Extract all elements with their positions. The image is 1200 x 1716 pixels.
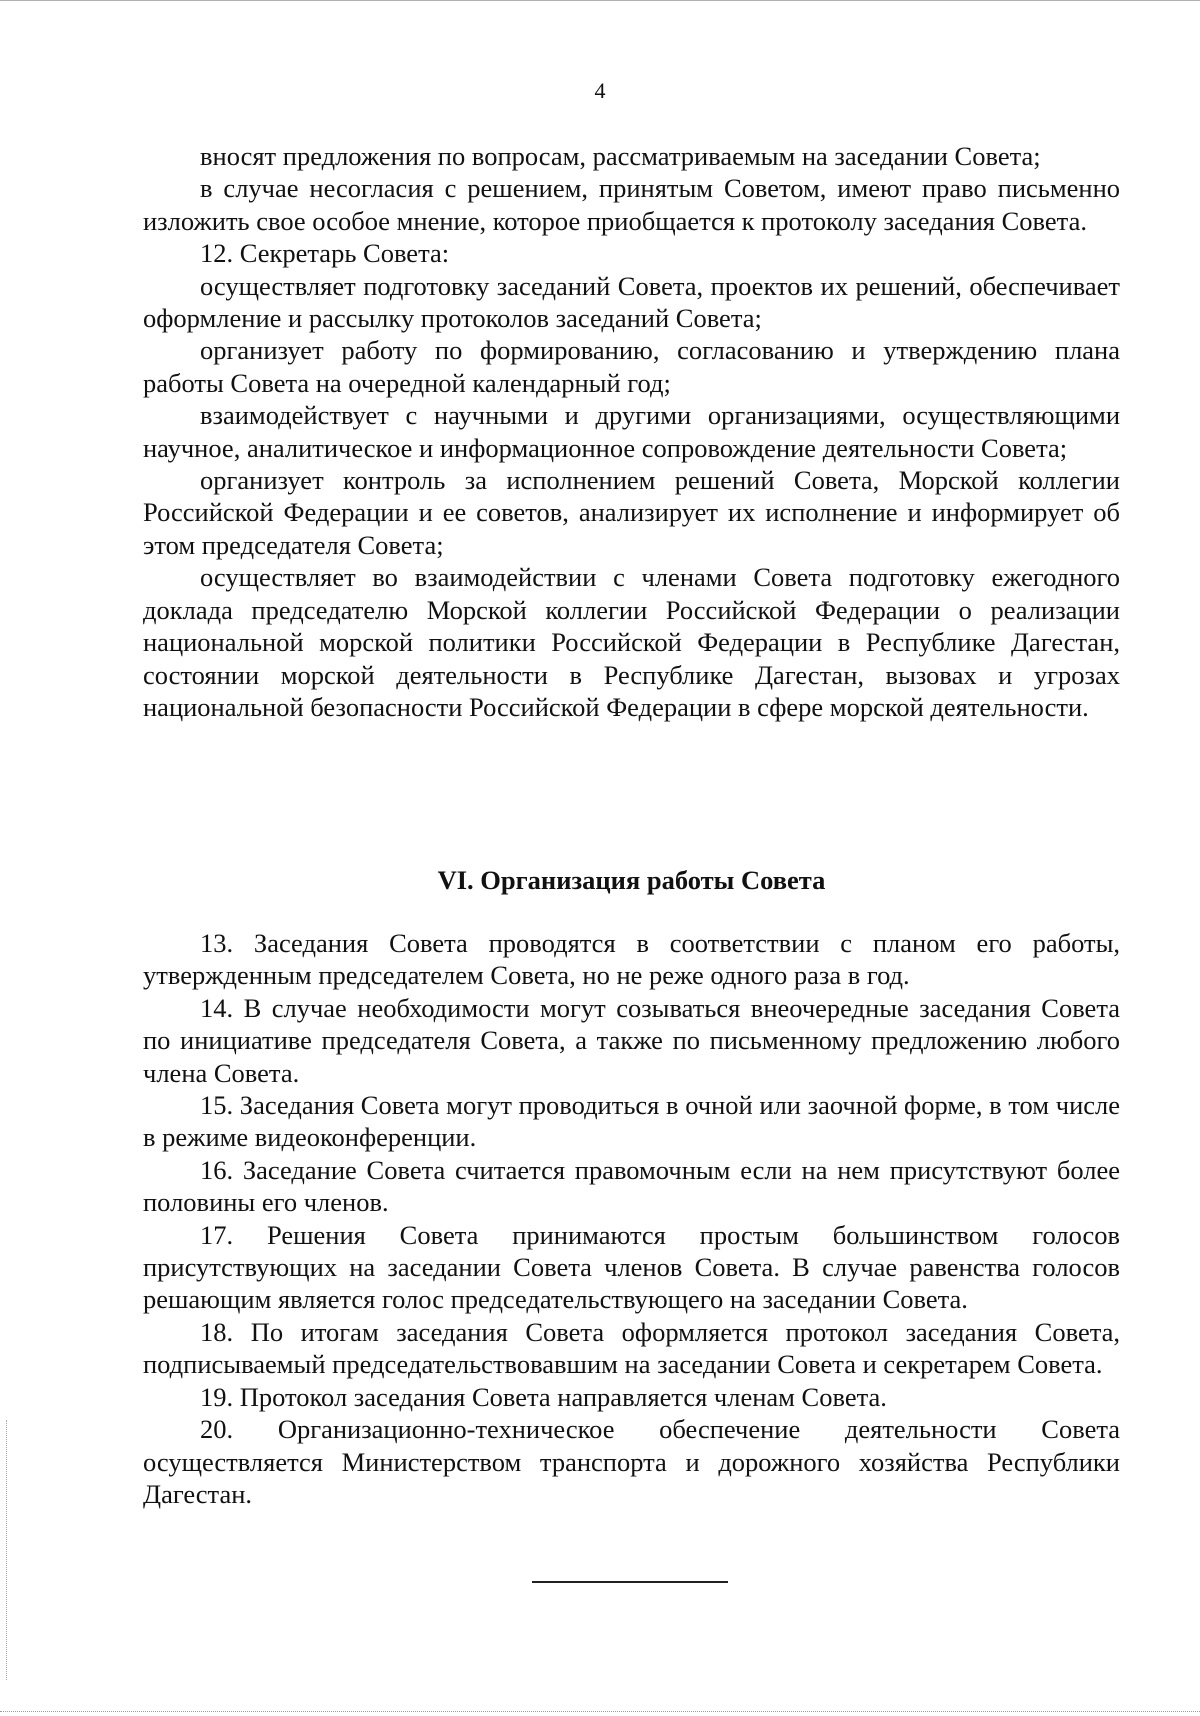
paragraph: 16. Заседание Совета считается правомочным если на нем присутствуют более половины его членов. [143,1154,1120,1218]
paragraph: осуществляет подготовку заседаний Совета, проектов их решений, обеспечивает оформление и рассылку протоколов заседаний Совета; [143,270,1120,334]
scan-top-edge [0,0,1200,1]
paragraph: 19. Протокол заседания Совета направляется членам Совета. [200,1381,887,1412]
paragraph: 18. По итогам заседания Совета оформляется протокол заседания Совета, подписываемый председательствовавшим на заседании Совета и секретарем Совета. [143,1316,1120,1380]
scan-edge-artifact [6,1420,8,1680]
paragraph: 13. Заседания Совета проводятся в соответствии с планом его работы, утвержденным председателем Совета, но не реже одного раза в год. [143,928,1120,991]
paragraph: 15. Заседания Совета могут проводиться в очной или заочной форме, в том числе в режиме видеоконференции. [143,1090,1120,1153]
scan-bottom-edge [0,1710,1200,1712]
paragraph: взаимодействует с научными и другими организациями, осуществляющими научное, аналитическое и информационное сопровождение деятельности Совета; [143,400,1120,463]
paragraph: в случае несогласия с решением, принятым Советом, имеют право письменно изложить свое особое мнение, которое приобщается к протоколу заседания Совета. [143,173,1120,236]
paragraph: вносят предложения по вопросам, рассматриваемым на заседании Совета; [200,141,1041,171]
end-of-text-rule [532,1581,728,1583]
section-heading: VI. Организация работы Совета [437,865,826,895]
paragraph: организует работу по формированию, согласованию и утверждению плана работы Совета на очередной календарный год; [143,335,1120,398]
paragraph: 12. Секретарь Совета: [200,238,450,269]
paragraph: организует контроль за исполнением решений Совета, Морской коллегии Российской Федерации и ее советов, анализирует их исполнение и информирует об этом председателя Совета; [143,465,1120,560]
page-number: 4 [594,78,606,103]
paragraph: 20. Организационно-техническое обеспечение деятельности Совета осуществляется Министерством транспорта и дорожного хозяйства Республики Дагестан. [143,1414,1120,1509]
section-body-upper [143,140,1120,723]
paragraph: 17. Решения Совета принимаются простым большинством голосов присутствующих на заседании Совета членов Совета. В случае равенства голосов решающим является голос председательствующего на заседании Совета. [143,1219,1120,1315]
section-body-lower [143,927,1120,1510]
paragraph: осуществляет во взаимодействии с членами Совета подготовку ежегодного доклада председателю Морской коллегии Российской Федерации о реализации национальной морской политики Российской Федерации в Республике Дагестан, состоянии морской деятельности в Республике Дагестан, вызовах и угрозах национальной безопасности Российской Федерации в сфере морской деятельности. [143,562,1120,722]
paragraph: 14. В случае необходимости могут созываться внеочередные заседания Совета по инициативе председателя Совета, а также по письменному предложению любого члена Совета. [143,992,1120,1088]
